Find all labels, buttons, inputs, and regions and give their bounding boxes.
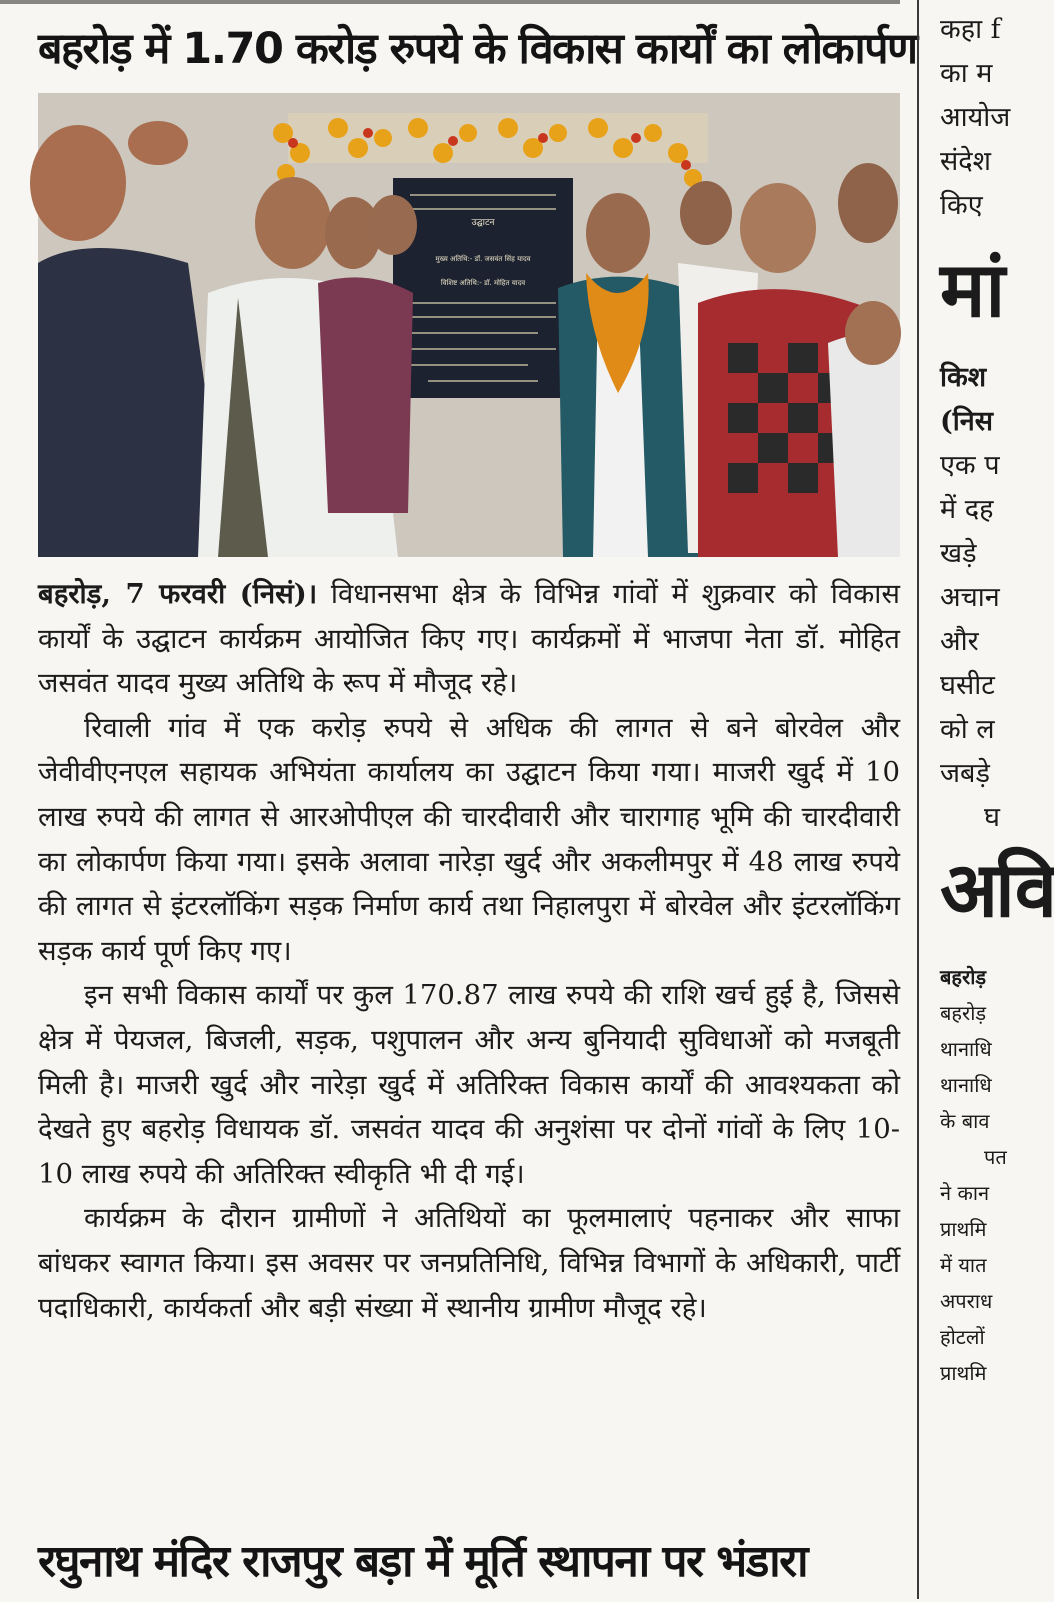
column-divider — [917, 0, 919, 1599]
article-paragraph: कार्यक्रम के दौरान ग्रामीणों ने अतिथियों का फूलमालाएं पहनाकर और साफा बांधकर स्वागत किया। इस अवसर पर जनप्रतिनिधि, विभिन्न विभागों के अधिकारी, पार्टी पदाधिकारी, कार्यकर्ता और बड़ी संख्या में स्थानीय ग्रामीण मौजूद रहे। — [38, 1202, 900, 1324]
news-photo — [38, 93, 900, 557]
side-line: किश — [940, 362, 987, 393]
side-line: अपराध — [940, 1289, 993, 1313]
side-line: को ल — [940, 714, 995, 745]
side-line: थानाधि — [940, 1073, 992, 1097]
side-line: प्राथमि — [940, 1217, 987, 1241]
inauguration-photo-illustration — [38, 93, 900, 557]
main-article — [38, 0, 917, 1599]
paragraph-text: विधानसभा क्षेत्र के विभिन्न गांवों में शुक्रवार को विकास कार्यों के उद्घाटन कार्यक्रम आयोजित किए गए। कार्यक्रमों में भाजपा नेता डॉ. मोहित जसवंत यादव मुख्य अतिथि के रूप में मौजूद रहे। — [38, 578, 900, 700]
article-headline: बहरोड़ में 1.70 करोड़ रुपये के विकास कार्यों का लोकार्पण — [38, 24, 917, 74]
side-line: पत — [984, 1145, 1007, 1169]
dateline: बहरोड़, 7 फरवरी (निसं)। — [38, 578, 318, 610]
side-line: घसीट — [940, 670, 995, 701]
plaque-line-2: मुख्य अतिथि:- डॉ. जसवंत सिंह यादव — [435, 255, 531, 263]
side-line: होटलों — [940, 1325, 985, 1349]
side-heading: अवि — [940, 845, 1054, 934]
side-line: कहा f — [940, 14, 1001, 45]
side-line: ने कान — [940, 1181, 990, 1205]
side-line: में यात — [940, 1253, 987, 1277]
article-paragraph: इन सभी विकास कार्यों पर कुल 170.87 लाख रुपये की राशि खर्च हुई है, जिससे क्षेत्र में पेयजल, बिजली, सड़क, पशुपालन और अन्य बुनियादी सुविधाओं को मजबूती मिली है। माजरी खुर्द और नारेड़ा खुर्द में अतिरिक्त विकास कार्यों की आवश्यकता को देखते हुए बहरोड़ विधायक डॉ. जसवंत यादव की अनुशंसा पर दोनों गांवों के लिए 10-10 लाख रुपये की अतिरिक्त स्वीकृति भी दी गई। — [38, 979, 900, 1190]
side-line: आयोज — [940, 102, 1011, 133]
plaque-line-1: उद्घाटन — [471, 218, 495, 228]
plaque-line-3: विशिष्ट अतिथि:- डॉ. मोहित यादव — [440, 279, 526, 287]
side-line: थानाधि — [940, 1037, 992, 1061]
side-line: प्राथमि — [940, 1361, 987, 1385]
article-body — [38, 572, 900, 1330]
side-line: का म — [940, 58, 993, 89]
side-line: बहरोड़ — [940, 965, 987, 989]
side-line: घ — [984, 802, 1000, 833]
side-line: किए — [940, 190, 983, 221]
side-line: बहरोड़ — [940, 1001, 987, 1025]
side-line: (निस — [940, 406, 994, 437]
side-line: संदेश — [940, 146, 991, 177]
side-column — [940, 0, 1054, 1599]
next-article-headline: रघुनाथ मंदिर राजपुर बड़ा में मूर्ति स्थापना पर भंडारा — [38, 1536, 808, 1587]
side-line: जबड़े — [940, 758, 990, 789]
side-line: में दह — [940, 494, 994, 525]
side-line: एक प — [940, 450, 1000, 481]
side-line: अचान — [940, 582, 1000, 613]
side-heading: मां — [940, 245, 1003, 334]
side-line: के बाव — [940, 1109, 990, 1133]
article-paragraph — [38, 572, 900, 706]
side-line: और — [940, 626, 979, 657]
article-paragraph: रिवाली गांव में एक करोड़ रुपये से अधिक की लागत से बने बोरवेल और जेवीवीएनएल सहायक अभियंता कार्यालय का उद्घाटन किया गया। माजरी खुर्द में 10 लाख रुपये की लागत से आरओपीएल की चारदीवारी और चारागाह भूमि की चारदीवारी का लोकार्पण किया गया। इसके अलावा नारेड़ा खुर्द और अकलीमपुर में 48 लाख रुपये की लागत से इंटरलॉकिंग सड़क निर्माण कार्य तथा निहालपुरा में बोरवेल और इंटरलॉकिंग सड़क कार्य पूर्ण किए गए। — [38, 711, 900, 967]
side-line: खड़े — [940, 538, 977, 569]
